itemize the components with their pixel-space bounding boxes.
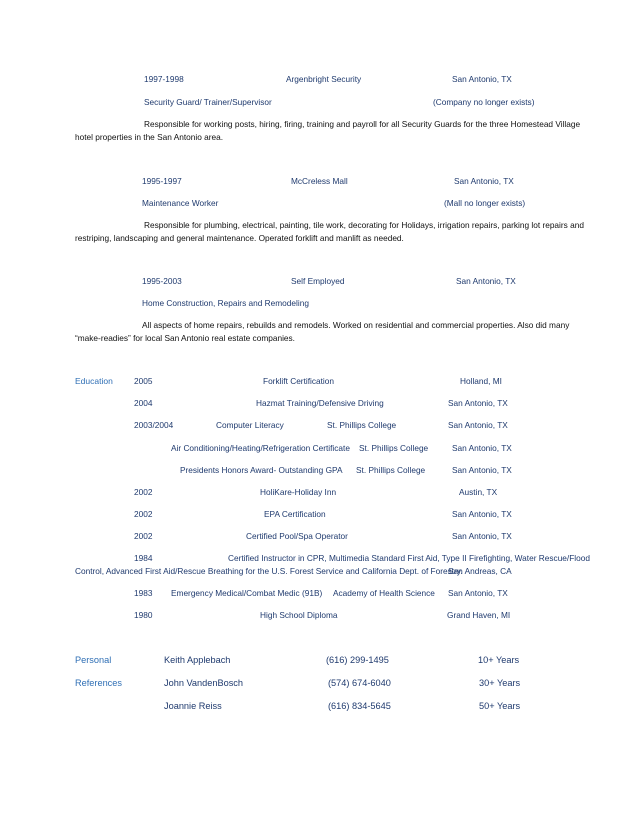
edu-item: Air Conditioning/Heating/Refrigeration Certificate [171, 443, 350, 453]
job-description: Responsible for working posts, hiring, firing, training and payroll for all Security Guards for the three Homestead Village [144, 119, 581, 129]
edu-location: San Andreas, CA [448, 566, 512, 576]
reference-years: 10+ Years [478, 655, 520, 665]
edu-location: San Antonio, TX [448, 588, 508, 598]
job-title: Home Construction, Repairs and Remodeling [142, 298, 309, 308]
edu-item: High School Diploma [260, 610, 338, 620]
edu-location: Austin, TX [459, 487, 498, 497]
job-title: Security Guard/ Trainer/Supervisor [144, 97, 272, 107]
edu-year: 2003/2004 [134, 420, 174, 430]
job-description: All aspects of home repairs, rebuilds and remodels. Worked on residential and commercial properties. Also did many [142, 320, 570, 330]
job-employer: Argenbright Security [286, 74, 362, 84]
edu-school: St. Phillips College [356, 465, 426, 475]
job-employer: Self Employed [291, 276, 345, 286]
edu-year: 2005 [134, 376, 153, 386]
job-description-cont: “make-readies” for local San Antonio real estate companies. [75, 333, 295, 343]
section-label-personal: Personal [75, 655, 112, 665]
job-location: San Antonio, TX [454, 176, 514, 186]
reference-phone: (616) 834-5645 [328, 701, 391, 711]
edu-year: 1984 [134, 553, 153, 563]
job-note: (Mall no longer exists) [444, 198, 526, 208]
reference-name: John VandenBosch [164, 678, 244, 688]
reference-name: Keith Applebach [164, 655, 231, 665]
edu-location: San Antonio, TX [452, 531, 512, 541]
edu-item: Hazmat Training/Defensive Driving [256, 398, 384, 408]
job-description: Responsible for plumbing, electrical, painting, tile work, decorating for Holidays, irrigation repairs, parking lot repairs and [144, 220, 584, 230]
edu-location: San Antonio, TX [452, 465, 512, 475]
job-description-cont: hotel properties in the San Antonio area. [75, 132, 224, 142]
section-label-education: Education [75, 376, 113, 386]
edu-location: San Antonio, TX [448, 420, 508, 430]
edu-item: Computer Literacy [216, 420, 284, 430]
reference-phone: (616) 299-1495 [326, 655, 389, 665]
edu-location: Grand Haven, MI [447, 610, 511, 620]
edu-year: 1980 [134, 610, 153, 620]
edu-location: San Antonio, TX [448, 398, 508, 408]
reference-name: Joannie Reiss [164, 701, 222, 711]
job-years: 1997-1998 [144, 74, 184, 84]
edu-item: EPA Certification [264, 509, 326, 519]
edu-item-cont: Control, Advanced First Aid/Rescue Breathing for the U.S. Forest Service and California Dept. of Forestry. [75, 566, 463, 576]
edu-item: HoliKare-Holiday Inn [260, 487, 337, 497]
edu-year: 2002 [134, 509, 153, 519]
edu-item: Emergency Medical/Combat Medic (91B) [171, 588, 323, 598]
job-note: (Company no longer exists) [433, 97, 535, 107]
edu-location: San Antonio, TX [452, 443, 512, 453]
edu-location: Holland, MI [460, 376, 502, 386]
edu-item: Certified Pool/Spa Operator [246, 531, 348, 541]
job-employer: McCreless Mall [291, 176, 348, 186]
edu-school: St. Phillips College [359, 443, 429, 453]
section-label-references: References [75, 678, 122, 688]
edu-school: Academy of Health Science [333, 588, 435, 598]
reference-years: 50+ Years [479, 701, 521, 711]
edu-school: St. Phillips College [327, 420, 397, 430]
reference-years: 30+ Years [479, 678, 521, 688]
reference-phone: (574) 674-6040 [328, 678, 391, 688]
job-location: San Antonio, TX [452, 74, 512, 84]
job-location: San Antonio, TX [456, 276, 516, 286]
edu-item: Forklift Certification [263, 376, 335, 386]
job-title: Maintenance Worker [142, 198, 219, 208]
edu-year: 1983 [134, 588, 153, 598]
job-years: 1995-2003 [142, 276, 182, 286]
edu-year: 2002 [134, 531, 153, 541]
edu-location: San Antonio, TX [452, 509, 512, 519]
edu-year: 2002 [134, 487, 153, 497]
job-years: 1995-1997 [142, 176, 182, 186]
job-description-cont: restriping, landscaping and general maintenance. Operated forklift and manlift as needed. [75, 233, 404, 243]
edu-item: Presidents Honors Award- Outstanding GPA [180, 465, 343, 475]
edu-year: 2004 [134, 398, 153, 408]
edu-item: Certified Instructor in CPR, Multimedia Standard First Aid, Type II Firefighting, Water Rescue/Flood [228, 553, 590, 563]
